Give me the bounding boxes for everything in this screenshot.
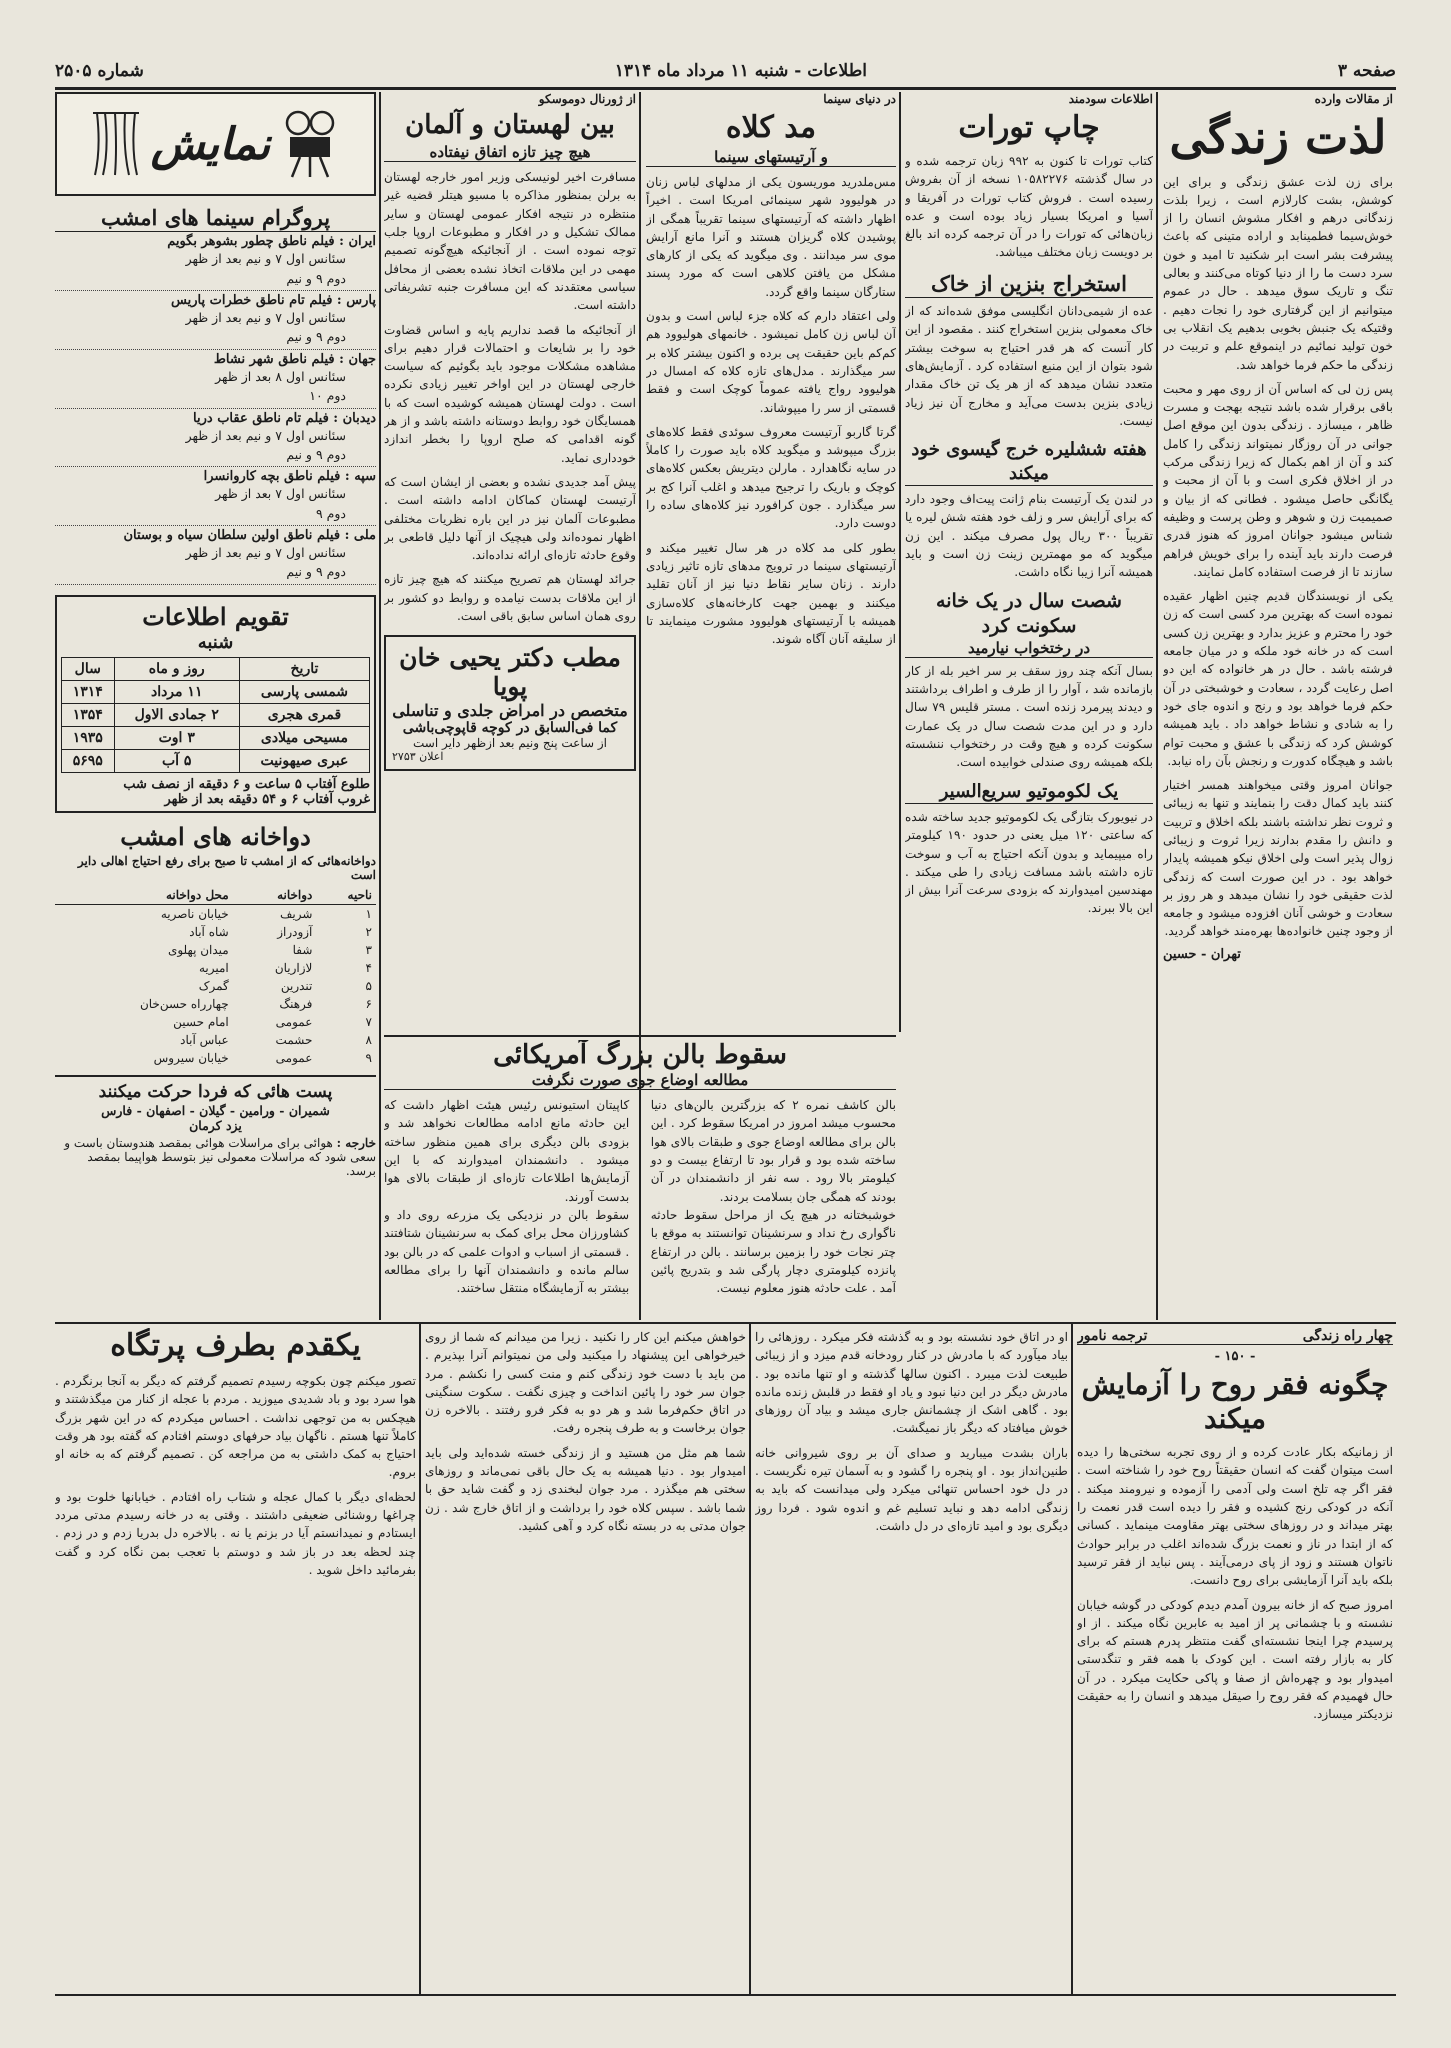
article-poland-germany: [384, 92, 636, 1030]
article-paragraph: مسافرت اخیر لونیسکی وزیر امور خارجه لهستان به برلن بمنظور مذاکره با مسیو هیتلر قضیه غیر منتظره در نتیجه افکار عمومی لهستان و سایر ممالک تشکیل و در افکار و مطبوعات اروپا جلب توجه نموده است . از آنجائیکه هیچ‌گونه تصمیم مهمی در این ملاقات اتخاذ نشده بعضی از محافل سیاسی معتقدند که این مسافرت جنبه تشریفاتی داشته است.: [384, 170, 636, 313]
pharmacy-note: دواخانه‌هائی که از امشب تا صبح برای رفع احتیاج اهالی دایر است: [77, 854, 376, 883]
post-foreign-label: خارجه :: [336, 1136, 376, 1151]
calendar-cell: ۱۱ مرداد: [114, 680, 239, 703]
pharmacy-cell: ۶: [365, 997, 372, 1012]
cinema-showtime: سئانس اول ۷ و نیم بعد از ظهر: [185, 427, 346, 443]
calendar-title: تقویم اطلاعات: [142, 601, 289, 631]
cinema-showtime: دوم ۹ و نیم: [286, 270, 346, 286]
pharmacy-header: ناحیه: [316, 886, 376, 905]
calendar-body: [62, 680, 370, 772]
article-paragraph: مس‌ملدرید موریسون یکی از مدلهای لباس زنان در هولیوود شهر سینمائی امریکا است . اخیراً اظهار داشته که آرتیستهای سینما تقریباً همگی از پوشیدن کلاه گریزان هستند و آنرا مانع آرایش موی سر میدانند . وی میگوید که یکی از کارهای مشکل من یافتن کلاهی است که مورد پسند ستارگان سینما واقع گردد.: [646, 175, 896, 299]
pharmacy-header: محل دواخانه: [55, 886, 233, 905]
serial-header: [1077, 1328, 1393, 1345]
cinema-showtime: دوم ۹ و نیم: [286, 564, 346, 580]
article-paragraph: از آنجائیکه ما قصد نداریم پایه و اساس قضاوت خود را بر شایعات و احتمالات قرار دهیم برای مشاهده مشکلات موجود باید بگوئیم که سیاست خارجی لهستان در این اواخر تغییر زیادی نکرده است . دولت لهستان همیشه کوشیده است که با همسایگان خود روابط دوستانه داشته باشد و از هر گونه اقدامی که صلح اروپا را بخطر اندازد خودداری نماید.: [384, 322, 636, 465]
article-poverty-test: [1077, 1328, 1393, 1992]
calendar-cell: شمسی پارسی: [239, 680, 369, 703]
article-paragraph: پس زن لی که اساس آن از روی مهر و محبت باقی برقرار شده باشد نتیجه بهجت و مسرت ظاهر ، میسازد . زندگی بدون این موقع اصل جوانی در آن روزگار نمیتواند زندگی را کامل کند و آن از اهم بکمال که زیرا زندگی مرکب در از اخلاق فکری است و با آن از محبت و یگانگی حاصل میشود . فطانی که از بیان و صمیمیت زن و شوهر و وطن پرست و وظیفه شناس میشود جوانان امروز که هنوز قدری فرصت دارند باید آینده را برای خویش فراهم سازند تا از فرصت استفاده کامل نمایند.: [1163, 381, 1393, 579]
calendar-cell: قمری هجری: [239, 703, 369, 726]
article-title: چگونه فقر روح را آزمایش میکند: [1081, 1368, 1389, 1435]
article-paragraph: کتاب تورات تا کنون به ۹۹۲ زبان ترجمه شده و در سال گذشته ۱۰۵۸۲۲۷۶ نسخه از آن بفروش رسیده است . فروش کتاب تورات در آفریقا و آسیا و امریکا بسیار زیاد بوده است و عده زبان‌هائی که تورات را در آن ترجمه کرده اند بالغ بر دویست زبان مختلف میباشد.: [905, 154, 1153, 260]
column-useful-info: [905, 92, 1153, 1318]
column-rule: [1156, 92, 1158, 1320]
calendar-row: [62, 703, 370, 726]
ad-code: اعلان ۲۷۵۳: [392, 750, 444, 764]
article-paragraph: او در اتاق خود نشسته بود و به گذشته فکر میکرد . روزهائی را بیاد میآورد که با مادرش در کنار رودخانه قدم میزد و از زیبائی طبیعت لذت میبرد . اکنون سالها گذشته و او تنها مانده بود . مادرش دیگر در این دنیا نبود و یاد او فقط در قلبش زنده مانده بود . گاهی اشک از چشمانش جاری میشد و بیاد آن روزهای خوش میافتاد که دیگر باز نمیگشت.: [755, 1330, 1068, 1436]
pharmacy-cell: عباس آباد: [180, 1033, 229, 1048]
page-label: صفحه ۳: [1337, 61, 1396, 81]
cinema-entry: [55, 232, 376, 291]
serial-column-3: [425, 1328, 746, 1992]
pharmacy-row: [55, 941, 376, 959]
cinema-name: دیدبان : فیلم تام ناطق عقاب دریا: [193, 410, 376, 426]
calendar-cell: ۱۳۵۴: [62, 703, 115, 726]
cinema-name: ایران : فیلم ناطق چطور بشوهر بگویم: [167, 234, 376, 250]
article-paragraph: سقوط بالن در نزدیکی یک مزرعه روی داد و کشاورزان محل برای کمک به سرنشینان شتافتند . قسمتی از اسباب و ادوات علمی که در بالن بود سالم مانده و دانشمندان آنها را برای مطالعه بیشتر به آزمایشگاه منتقل ساختند.: [384, 1207, 630, 1296]
pharmacy-header: دواخانه: [233, 886, 317, 905]
article-paragraph: ولی اعتقاد دارم که کلاه جزء لباس است و بدون آن لباس زن کامل نمیشود . خانمهای هولیوود هم کم‌کم باین حقیقت پی برده و اکنون بیشتر کلاه بر سر میگذارند . مدل‌های تازه کلاه که امسال در هولیوود رواج یافته عموماً کوچک است و فقط قسمتی از سر را میپوشاند.: [646, 309, 896, 415]
article-paragraph: خوشبختانه در هیچ یک از مراحل سقوط حادثه ناگواری رخ نداد و سرنشینان توانستند به موقع با چتر نجات خود را بزمین برسانند . بالن در ارتفاع پانزده کیلومتری دچار پارگی شد و بتدریج پائین آمد . علت حادثه هنوز معلوم نیست.: [650, 1207, 896, 1296]
pharmacy-cell: ۳: [365, 943, 372, 958]
pharmacy-cell: فرهنگ: [279, 997, 313, 1012]
calendar-row: [62, 726, 370, 749]
column-rule: [419, 1324, 421, 1994]
article-paragraph: لحظه‌ای دیگر با کمال عجله و شتاب راه افتادم . خیابانها خلوت بود و چراغها روشنائی ضعیفی داشتند . وقتی به در خانه رسیدم مدتی مردد ایستادم و نمیدانستم آیا در بزنم یا نه . بالاخره دل بدریا زدم و در زدم . چند لحظه بعد در باز شد و دوستم با تعجب بمن نگاه کرد و گفت بفرمائید داخل شوید .: [55, 1489, 416, 1577]
pharmacy-row: [55, 905, 376, 924]
article-title: لذت زندگی: [1169, 110, 1387, 164]
column-rule: [899, 92, 901, 1032]
pharmacy-row: [55, 1049, 376, 1067]
cinema-showtime: دوم ۱۰: [309, 388, 346, 404]
cinema-showtime: سئانس اول ۷ بعد از ظهر: [215, 486, 346, 502]
article-author: تهران - حسین: [1163, 946, 1241, 962]
serial-column-2: [755, 1328, 1068, 1992]
article-title: یکقدم بطرف پرتگاه: [110, 1328, 361, 1363]
cinema-showtime: دوم ۹ و نیم: [286, 329, 346, 345]
column-listings: [55, 92, 376, 1318]
cinema-entry: [55, 409, 376, 468]
article-paragraph: بالن کاشف نمره ۲ که بزرگترین بالن‌های دنیا محسوب میشد امروز در امریکا سقوط کرد . این بالن برای مطالعه اوضاع جوی و طبقات بالای هوا ساخته شده بود و قرار بود تا ارتفاع بیست و دو کیلومتر بالا رود . سه نفر از دانشمندان در آن بودند که همگی جان بسلامت بردند.: [650, 1098, 896, 1204]
pharmacy-cell: امام حسین: [173, 1015, 229, 1030]
pharmacy-row: [55, 977, 376, 995]
pharmacy-cell: ۴: [365, 961, 372, 976]
pharmacy-header-row: [55, 886, 376, 905]
cinema-name: سپه : فیلم ناطق بچه کاروانسرا: [203, 469, 376, 485]
article-title: چاپ تورات: [958, 110, 1100, 145]
article-paragraph: باران بشدت میبارید و صدای آن بر روی شیروانی خانه طنین‌انداز بود . او پنجره را گشود و به آسمان تیره نگریست . در دل خود احساس تنهائی میکرد ولی میدانست که باید به زندگی ادامه دهد و نباید تسلیم غم و اندوه شود . فردا روز دیگری بود و امید تازه‌ای در دل داشت.: [755, 1445, 1068, 1533]
article-step-to-abyss: [55, 1328, 416, 1992]
pharmacy-cell: لازاریان: [274, 961, 313, 976]
film-projector-icon: [280, 109, 340, 179]
post-line: یزد کرمان: [189, 1118, 242, 1134]
article-paragraph: عده از شیمی‌دانان انگلیسی موفق شده‌اند که از خاک معمولی بنزین استخراج کنند . مقصود از این کار آنست که هر قدر احتیاج به سوخت بیشتر شود بتوان از این منبع استفاده کرد . آزمایش‌های متعدد نشان میدهد که از هر یک تن خاک مقدار زیادی بنزین بدست می‌آید و مخارج آن نیز زیاد نیست.: [905, 304, 1153, 428]
article-paragraph: برای زن لذت عشق زندگی و برای این کوشش، بشت کارلازم است ، زیرا بلذت زندگانی درهم و افکار مشوش انسان را از خوش‌سیما فطمینابد و اراده متینی که باعث پیشرفت بشر است ابر شکنید تا امید و خون سرد دست ما را از دنیا کوتاه می‌کنند و بعالی تنگ و تاریک سوق میدهد . حال در عموم میتوانیم از این گرفتاری خود را نجات دهیم . وقتیکه یک جنبش بخوبی بدهیم یک انقلاب بی خون تولید نمائیم در اینموقع علم و تربیت در زندگی ما حکم فرما خواهد شد.: [1163, 174, 1393, 372]
calendar-day: شنبه: [197, 631, 234, 653]
cinema-list: [55, 232, 376, 585]
pharmacy-cell: ۵: [365, 979, 372, 994]
pharmacy-cell: خیابان ناصریه: [160, 907, 229, 922]
pharmacy-cell: شفا: [292, 943, 313, 958]
article-paragraph: در لندن یک آرتیست بنام ژانت پیت‌اف وجود دارد که برای آرایش سر و زلف خود هفته شش لیره یا تقریباً ۳۰۰ ریال پول مصرف میکند . این زن میگوید که مو مهمترین زینت زن است و باید همیشه آنرا زیبا نگاه داشت.: [905, 491, 1153, 580]
ad-line: متخصص در امراض جلدی و تناسلی: [392, 701, 628, 721]
column-kicker: اطلاعات سودمند: [1068, 92, 1153, 106]
cinema-program: [55, 204, 376, 585]
article-paragraph: خواهش میکنم این کار را نکنید . زیرا من میدانم که شما از روی خیرخواهی این پیشنهاد را میکنید ولی من نمیتوانم آنرا بپذیرم . من باید با دست خود زندگی کنم و منت کسی را نکشم . مرد جوان سر خود را پائین انداخت و چیزی نگفت . سکوت سنگینی در اتاق حکم‌فرما شد و هر دو به فکر فرو رفتند . بالاخره زن جوان برخاست و به طرف پنجره رفت.: [425, 1330, 746, 1436]
pharmacy-body: [55, 905, 376, 1068]
calendar-cell: ۵۶۹۵: [62, 749, 115, 772]
pharmacy-row: [55, 1031, 376, 1049]
calendar-cell: مسیحی میلادی: [239, 726, 369, 749]
cinema-entry: [55, 467, 376, 526]
pharmacy-cell: ۹: [365, 1051, 372, 1066]
pharmacy-cell: شریف: [279, 907, 313, 922]
pharmacy-cell: گمرک: [198, 979, 229, 994]
pharmacy-cell: ۸: [365, 1033, 372, 1048]
article-title: بین لهستان و آلمان: [405, 110, 615, 140]
doctor-advertisement: [384, 635, 636, 771]
article-paragraph: تصور میکنم چون بکوچه رسیدم تصمیم گرفتم که دیگر به آنجا برنگردم . هوا سرد بود و باد شدیدی میوزید . مردم با عجله از کنار من میگذشتند و هیچکس به من توجهی نداشت . احساس میکردم که در این شهر بزرگ کاملاً تنها هستم . ناگهان بیاد حرفهای دوستم افتادم که گفته بود هر وقت احتیاج به کمک داشتی به من مراجعه کن . تصمیم گرفتم که به خانه او بروم.: [55, 1374, 416, 1480]
article-title: سقوط بالن بزرگ آمریکائی: [493, 1040, 787, 1070]
masthead: [55, 55, 1396, 90]
cinema-logo-text: نمایش: [150, 118, 271, 170]
pharmacy-table: [55, 886, 376, 1067]
cinema-showtime: دوم ۹ و نیم: [286, 446, 346, 462]
pharmacy-section: [55, 821, 376, 1067]
article-paragraph: جرائد لهستان هم تصریح میکنند که هیچ چیز تازه از این ملاقات بدست نیامده و روابط دو کشور بر روی همان اساس سابق باقی است.: [384, 572, 636, 624]
ad-line: کما فی‌السابق در کوچه قاپوچی‌باشی: [402, 720, 618, 737]
article-heading: یک لکوموتیو سریع‌السیر: [905, 780, 1153, 804]
section-rule: [55, 1322, 1396, 1324]
article-paragraph: بسال آنکه چند روز سقف بر سر اخیر بله از کار بازمانده شد ، آوار را از طرف و اطراف برداشتند و دیدند پیرمرد زنده است . مستر قلیس ۷۹ سال دارد و در این مدت شصت سال در یک عمارت سکونت کرده و هیچ وقت در رختخواب ننشسته بلکه همیشه روی صندلی خوابیده است.: [905, 663, 1153, 770]
article-paragraph: امروز صبح که از خانه بیرون آمدم دیدم کودکی در گوشه خیابان نشسته و با چشمانی پر از امید به عابرین نگاه میکند . از او پرسیدم چرا اینجا نشسته‌ای گفت منتظر پدرم هستم که برای کار به بازار رفته است . این کودک با همه فقر و تنگدستی امیدوار بود و چهره‌اش از صفا و پاکی حکایت میکرد . در آن حال فهمیدم که فقر روح را صیقل میدهد و انسان را به حقیقت نزدیکتر میسازد.: [1077, 1597, 1393, 1722]
cinema-entry: [55, 291, 376, 350]
article-heading: شصت سال در یک خانه سکونت کرد: [936, 590, 1122, 638]
pharmacy-cell: ۱: [365, 907, 372, 922]
article-paragraph: شما هم مثل من هستید و از زندگی خسته شده‌اید ولی باید امیدوار بود . دنیا همیشه به یک حال باقی نمی‌ماند و روزهای سختی هم میگذرد . مرد جوان لبخندی زد و گفت شاید حق با شما باشد . سپس کلاه خود را برداشت و از اتاق خارج شد . زن جوان مدتی به در بسته نگاه کرد و آهی کشید.: [425, 1445, 746, 1533]
cinema-entry: [55, 350, 376, 409]
pharmacy-row: [55, 1013, 376, 1031]
calendar-cell: ۲ جمادی الاول: [114, 703, 239, 726]
pharmacy-cell: عمومی: [275, 1051, 313, 1066]
calendar-header: روز و ماه: [114, 657, 239, 680]
cinema-program-title: پروگرام سینما های امشب: [55, 204, 376, 232]
column-rule: [379, 92, 381, 1320]
pharmacy-cell: عمومی: [275, 1015, 313, 1030]
issue-number: شماره ۲۵۰۵: [55, 61, 144, 81]
article-subheading: در رختخواب نیارمید: [905, 639, 1153, 658]
calendar-row: [62, 749, 370, 772]
calendar-header: سال: [62, 657, 115, 680]
cinema-showtime: سئانس اول ۷ و نیم بعد از ظهر: [185, 310, 346, 326]
pharmacy-title: دواخانه های امشب: [120, 821, 311, 851]
article-heading: استخراج بنزین از خاک: [905, 270, 1153, 298]
cinema-showtime: دوم ۹: [315, 505, 346, 521]
pharmacy-row: [55, 959, 376, 977]
serial-translator: ترجمه نامور: [1077, 1328, 1148, 1344]
article-paragraph: پیش آمد جدیدی نشده و بعضی از ایشان است که آرتیست لهستان کماکان ادامه داشته است . مطبوعات آلمان نیز در این باره نظریات مختلفی اظهار نموده‌اند ولی هیچیک از آنها دلیل قاطعی بر وقوع حادثه تازه‌ای ارائه نداده‌اند.: [384, 474, 636, 563]
cinema-name: پارس : فیلم تام ناطق خطرات پاریس: [171, 293, 376, 309]
calendar-cell: ۱۹۳۵: [62, 726, 115, 749]
article-heading: هفته ششلیره خرج گیسوی خود میکند: [905, 438, 1153, 486]
column-kicker: در دنیای سینما: [823, 92, 896, 106]
pharmacy-cell: ۷: [365, 1015, 372, 1030]
article-column: [651, 1096, 896, 1297]
cinema-name: جهان : فیلم ناطق شهر نشاط: [213, 351, 376, 367]
calendar-header: تاریخ: [239, 657, 369, 680]
calendar-table: [61, 657, 370, 773]
pharmacy-cell: خیابان سیروس: [153, 1051, 229, 1066]
article-pleasure-of-life: [1163, 92, 1393, 1318]
column-kicker: از ژورنال دوموسکو: [538, 92, 636, 106]
cinema-logo: [55, 92, 376, 196]
pharmacy-row: [55, 923, 376, 941]
article-paragraph: گرتا گاربو آرتیست معروف سوئدی فقط کلاه‌های بزرگ میپوشد و میگوید کلاه باید صورت را کاملاً در سایه نگاهدارد . مارلن دیتریش بعکس کلاه‌های کوچک و باریک را ترجیح میدهد و اغلب آنرا کج بر سر میگذارد . جون کرافورد نیز کلاه‌های ساده را دوست دارد.: [646, 424, 896, 531]
pharmacy-cell: شاه آباد: [189, 925, 229, 940]
serial-number: - ۱۵۰ -: [1214, 1349, 1256, 1364]
article-paragraph: یکی از نویسندگان قدیم چنین اظهار عقیده نموده است که بهترین مرد کسی است که زن خود را محترم و عزیز بدارد و بهترین زن کسی است که در خانه خود ملکه و در میان جامعه فرشته باشد . حال در هر خانواده که این دو اصل رعایت گردد ، سعادت و خوشبختی در آن حکم فرما خواهد بود و رنج و اندوه جای خود را به شادی و نشاط خواهد داد . باید همیشه کوشش کرد که زندگی با عشق و محبت توام باشد و هیچگاه کدورت و رنجش بآن راه نیابد.: [1163, 589, 1393, 768]
post-title: پست هائی که فردا حرکت میکنند: [98, 1082, 333, 1103]
pharmacy-cell: امیریه: [198, 961, 229, 976]
pharmacy-cell: چهارراه حسن‌خان: [139, 997, 229, 1012]
calendar-cell: عبری صیهونیت: [239, 749, 369, 772]
calendar-cell: ۱۳۱۴: [62, 680, 115, 703]
calendar-box: [55, 595, 376, 813]
article-paragraph: کاپیتان استیونس رئیس هیئت اظهار داشت که این حادثه مانع ادامه مطالعات نخواهد شد و بزودی بالن دیگری برای همین منظور ساخته میشود . دانشمندان امیدوارند که با این آزمایش‌ها اطلاعات تازه‌ای از طبقات بالای هوا بدست آورند.: [384, 1098, 630, 1204]
cinema-showtime: سئانس اول ۷ و نیم بعد از ظهر: [185, 545, 346, 561]
article-hat-fashion: [646, 92, 896, 1030]
column-rule: [749, 1324, 751, 1994]
pharmacy-cell: ۲: [365, 925, 372, 940]
post-foreign-body: هوائی برای مراسلات هوائی بمقصد هندوستان باست و سعی شود که مراسلات معمولی نیز بتوسط هواپیما بمقصد برسد.: [64, 1136, 376, 1179]
article-paragraph: بطور کلی مد کلاه در هر سال تغییر میکند و آرتیستهای سینما در ترویج مدهای تازه تاثیر زیادی دارند . زنان سایر نقاط دنیا نیز از آنان تقلید میکنند و بهمین جهت کارخانه‌های کلاه‌سازی همیشه با آرتیستهای هولیوود مشورت مینمایند تا از سلیقه آنان آگاه شوند.: [646, 540, 896, 647]
article-paragraph: در نیویورک بتازگی یک لکوموتیو جدید ساخته شده که ساعتی ۱۲۰ میل یعنی در حدود ۱۹۰ کیلومتر راه میپیماید و بدون آنکه احتیاج به آب و سوخت تازه داشته باشد مسافت زیادی را طی میکند . مهندسین امیدوارند که بزودی سرعت آنرا بیش از این بالا ببرند.: [905, 809, 1153, 916]
calendar-header-row: [62, 657, 370, 680]
column-rule: [1071, 1324, 1073, 1994]
serial-kicker: چهار راه زندگی: [1302, 1328, 1393, 1344]
pharmacy-cell: میدان پهلوی: [167, 943, 229, 958]
article-subtitle: و آرتیستهای سینما: [646, 148, 896, 167]
cinema-showtime: سئانس اول ۷ و نیم بعد از ظهر: [185, 251, 346, 267]
sunrise-time: طلوع آفتاب ۵ ساعت و ۶ دقیقه از نصف شب: [123, 776, 370, 792]
cinema-entry: [55, 526, 376, 585]
post-section: [55, 1075, 376, 1178]
article-subtitle: مطالعه اوضاع جوی صورت نگرفت: [384, 1071, 896, 1090]
article-column: [384, 1096, 629, 1297]
cinema-name: ملی : فیلم ناطق اولین سلطان سیاه و بوستان: [123, 528, 376, 544]
cinema-showtime: سئانس اول ۸ بعد از ظهر: [215, 368, 346, 384]
article-kicker: از مقالات وارده: [1314, 92, 1393, 106]
masthead-date: اطلاعات - شنبه ۱۱ مرداد ماه ۱۳۱۴: [614, 61, 867, 81]
column-rule: [639, 1096, 641, 1297]
pharmacy-cell: آزودراز: [277, 925, 313, 940]
article-paragraph: جوانان امروز وقتی میخواهند همسر اختیار کنند باید کمال دقت را بنمایند و تنها به زیبائی و ثروت نظر نداشته باشند بلکه اخلاق و تربیت و دانش را مقدم بدارند زیرا ثروت و زیبائی زوال پذیر است ولی اخلاق نیکو همیشه پایدار خواهد بود . در این صورت است که زندگی لذت حقیقی خود را نشان میدهد و هر روز بر سعادت و خوشی آنان افزوده میشود و جامعه از وجود چنین خانواده‌ها بهره‌مند خواهد گردید.: [1163, 778, 1393, 939]
sunset-time: غروب آفتاب ۶ و ۵۴ دقیقه بعد از ظهر: [164, 791, 370, 807]
ad-line: از ساعت پنج ونیم بعد ازظهر دایر است: [412, 736, 607, 751]
calendar-cell: ۳ اوت: [114, 726, 239, 749]
article-title: مد کلاه: [725, 110, 817, 145]
curtain-icon: [91, 109, 141, 179]
calendar-cell: ۵ آب: [114, 749, 239, 772]
pharmacy-cell: حشمت: [275, 1033, 313, 1048]
article-balloon-crash: [384, 1040, 896, 1318]
article-paragraph: از زمانیکه بکار عادت کرده و از روی تجربه سختی‌ها را دیده است میتوان گفت که انسان حقیقتاً روح خود را شناخته است . فقر اگر چه تلخ است ولی آدمی را آزموده و نیرومند میکند . آنکه در کودکی رنج کشیده و فقر را دیده است قدر نعمت را بهتر میداند و در روزهای سختی بهتر مقاومت مینماید . کسانی که از ابتدا در ناز و نعمت بزرگ شده‌اند اغلب در برابر حوادث ناتوان هستند و زود از پای درمی‌آیند . پس نباید از فقر ترسید بلکه باید آنرا آزمایشی برای روح دانست.: [1077, 1445, 1393, 1588]
section-rule: [384, 1035, 896, 1037]
ad-title: مطب دکتر یحیی خان پویا: [399, 643, 621, 702]
pharmacy-row: [55, 995, 376, 1013]
article-columns: [384, 1096, 896, 1297]
article-subtitle: هیچ چیز تازه اتفاق نیفتاده: [384, 143, 636, 162]
bottom-rule: [55, 1994, 1396, 1996]
pharmacy-cell: تندرین: [280, 979, 313, 994]
post-line: شمیران - ورامین - گیلان - اصفهان - فارس: [101, 1103, 330, 1119]
calendar-row: [62, 680, 370, 703]
